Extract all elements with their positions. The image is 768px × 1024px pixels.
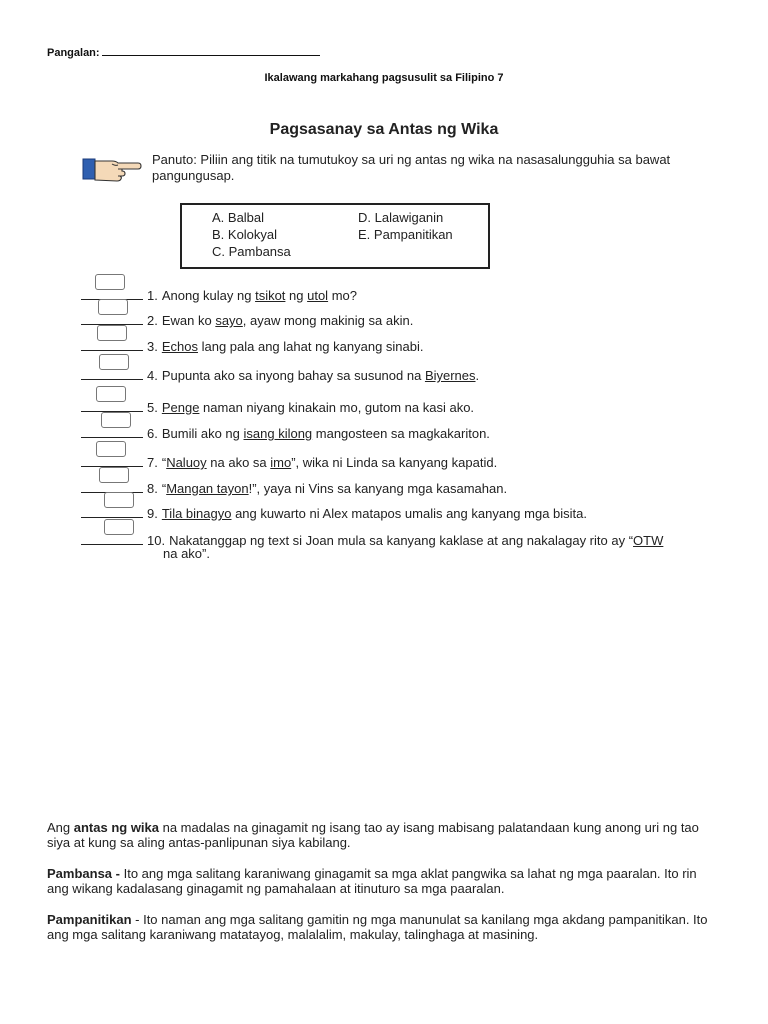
text-segment: “ xyxy=(161,455,167,470)
text-segment: Ang xyxy=(47,820,74,835)
answer-blank-line[interactable] xyxy=(81,424,143,438)
name-label: Pangalan: xyxy=(47,47,100,59)
question-number: 1. xyxy=(147,288,158,303)
answer-blank-line[interactable] xyxy=(81,453,143,467)
underlined-word: Mangan tayon xyxy=(166,481,249,496)
text-segment: Bumili ako ng xyxy=(161,426,244,441)
answer-blank-line[interactable] xyxy=(81,398,143,412)
question-item xyxy=(81,311,413,328)
text-segment: mangosteen sa magkakariton. xyxy=(312,426,490,441)
question-text xyxy=(162,481,507,496)
name-field-row xyxy=(47,44,320,59)
bold-term: Pampanitikan xyxy=(47,912,132,927)
text-segment: , ayaw mong makinig sa akin. xyxy=(242,313,414,328)
name-blank-line[interactable] xyxy=(102,44,320,56)
choices-box xyxy=(180,203,490,269)
underlined-word: isang kilong xyxy=(243,426,313,441)
text-segment: na ako sa xyxy=(206,455,271,470)
answer-blank-line[interactable] xyxy=(81,479,143,493)
text-segment: Ito ang mga salitang karaniwang ginagamit sa mga aklat pangwika sa lahat ng mga paaralan. Ito rin ang wikang kadalasang ginagamit ng pamahalaan at itinuturo sa mga paaralan. xyxy=(47,866,697,896)
exam-subtitle: Ikalawang markahang pagsusulit sa Filipino 7 xyxy=(264,72,504,84)
question-item xyxy=(81,366,479,383)
underlined-word: imo xyxy=(270,455,292,470)
question-number: 6. xyxy=(147,426,158,441)
text-segment: Pupunta ako sa inyong bahay sa susunod na xyxy=(161,368,425,383)
question-text xyxy=(162,288,357,303)
text-segment: “ xyxy=(161,481,167,496)
choice-c: C. Pambansa xyxy=(212,244,291,259)
explanation-paragraph xyxy=(47,912,717,942)
underlined-word: Echos xyxy=(161,339,198,354)
answer-blank-line[interactable] xyxy=(81,311,143,325)
bold-term: Pambansa - xyxy=(47,866,120,881)
question-number: 2. xyxy=(147,313,158,328)
choice-e: E. Pampanitikan xyxy=(358,227,453,242)
text-segment: ng xyxy=(285,288,308,303)
question-text xyxy=(162,506,587,521)
underlined-word: utol xyxy=(307,288,329,303)
underlined-word: sayo xyxy=(215,313,243,328)
question-item xyxy=(81,453,497,470)
text-segment: lang pala ang lahat ng kanyang sinabi. xyxy=(197,339,424,354)
explanation-paragraph xyxy=(47,866,717,896)
question-number: 9. xyxy=(147,506,158,521)
answer-blank-line[interactable] xyxy=(81,337,143,351)
text-segment: naman niyang kinakain mo, gutom na kasi ako. xyxy=(199,400,475,415)
question-text xyxy=(162,368,479,383)
question-item xyxy=(81,479,507,496)
question-number: 7. xyxy=(147,455,158,470)
question-text xyxy=(162,339,424,354)
text-segment: !”, yaya ni Vins sa kanyang mga kasamahan. xyxy=(248,481,508,496)
question-item xyxy=(81,424,490,441)
answer-blank-line[interactable] xyxy=(81,366,143,380)
answer-blank-line[interactable] xyxy=(81,504,143,518)
text-segment: - Ito naman ang mga salitang gamitin ng mga manunulat sa kanilang mga akdang pampanitikan. Ito ang mga salitang karaniwang matatayog, malalalim, makulay, talinghaga at masining. xyxy=(47,912,708,942)
question-text xyxy=(162,455,497,470)
question-number: 4. xyxy=(147,368,158,383)
question-number: 8. xyxy=(147,481,158,496)
question-text xyxy=(162,426,490,441)
underlined-word: Naluoy xyxy=(166,455,207,470)
pointing-hand-icon xyxy=(82,156,142,182)
question-item xyxy=(81,337,424,354)
text-segment: . xyxy=(475,368,480,383)
text-segment: na madalas na ginagamit ng isang tao ay isang mabisang palatandaan kung anong uri ng tao siya at kung sa aling antas-panlipunan siya kabilang. xyxy=(47,820,699,850)
choice-a: A. Balbal xyxy=(212,210,265,225)
question-text xyxy=(162,313,413,328)
answer-blank-line[interactable] xyxy=(81,531,143,545)
instruction-text: Panuto: Piliin ang titik na tumutukoy sa uri ng antas ng wika na nasasalungguhia sa bawat pangungusap. xyxy=(152,152,671,183)
question-text xyxy=(169,533,663,548)
question-number: 3. xyxy=(147,339,158,354)
underlined-word: Biyernes xyxy=(424,368,476,383)
underlined-word: OTW xyxy=(633,533,664,548)
question-item xyxy=(81,504,587,521)
text-segment: Ewan ko xyxy=(161,313,216,328)
text-segment: ”, wika ni Linda sa kanyang kapatid. xyxy=(291,455,498,470)
question-number: 10. xyxy=(147,533,166,548)
answer-blank-line[interactable] xyxy=(81,286,143,300)
question-number: 5. xyxy=(147,400,158,415)
text-segment: ang kuwarto ni Alex matapos umalis ang kanyang mga bisita. xyxy=(231,506,588,521)
underlined-word: Penge xyxy=(161,400,200,415)
text-segment: mo? xyxy=(328,288,357,303)
exercise-title: Pagsasanay sa Antas ng Wika xyxy=(269,121,499,138)
question-text-continuation: na ako”. xyxy=(163,546,210,561)
question-item xyxy=(81,398,474,415)
underlined-word: tsikot xyxy=(255,288,286,303)
bold-term: antas ng wika xyxy=(73,820,159,835)
choice-d: D. Lalawiganin xyxy=(358,210,444,225)
text-segment: Nakatanggap ng text si Joan mula sa kanyang kaklase at ang nakalagay rito ay “ xyxy=(169,533,634,548)
question-text xyxy=(162,400,474,415)
underlined-word: Tila binagyo xyxy=(161,506,232,521)
text-segment: Anong kulay ng xyxy=(161,288,256,303)
choice-b: B. Kolokyal xyxy=(212,227,278,242)
explanation-paragraph xyxy=(47,820,717,850)
